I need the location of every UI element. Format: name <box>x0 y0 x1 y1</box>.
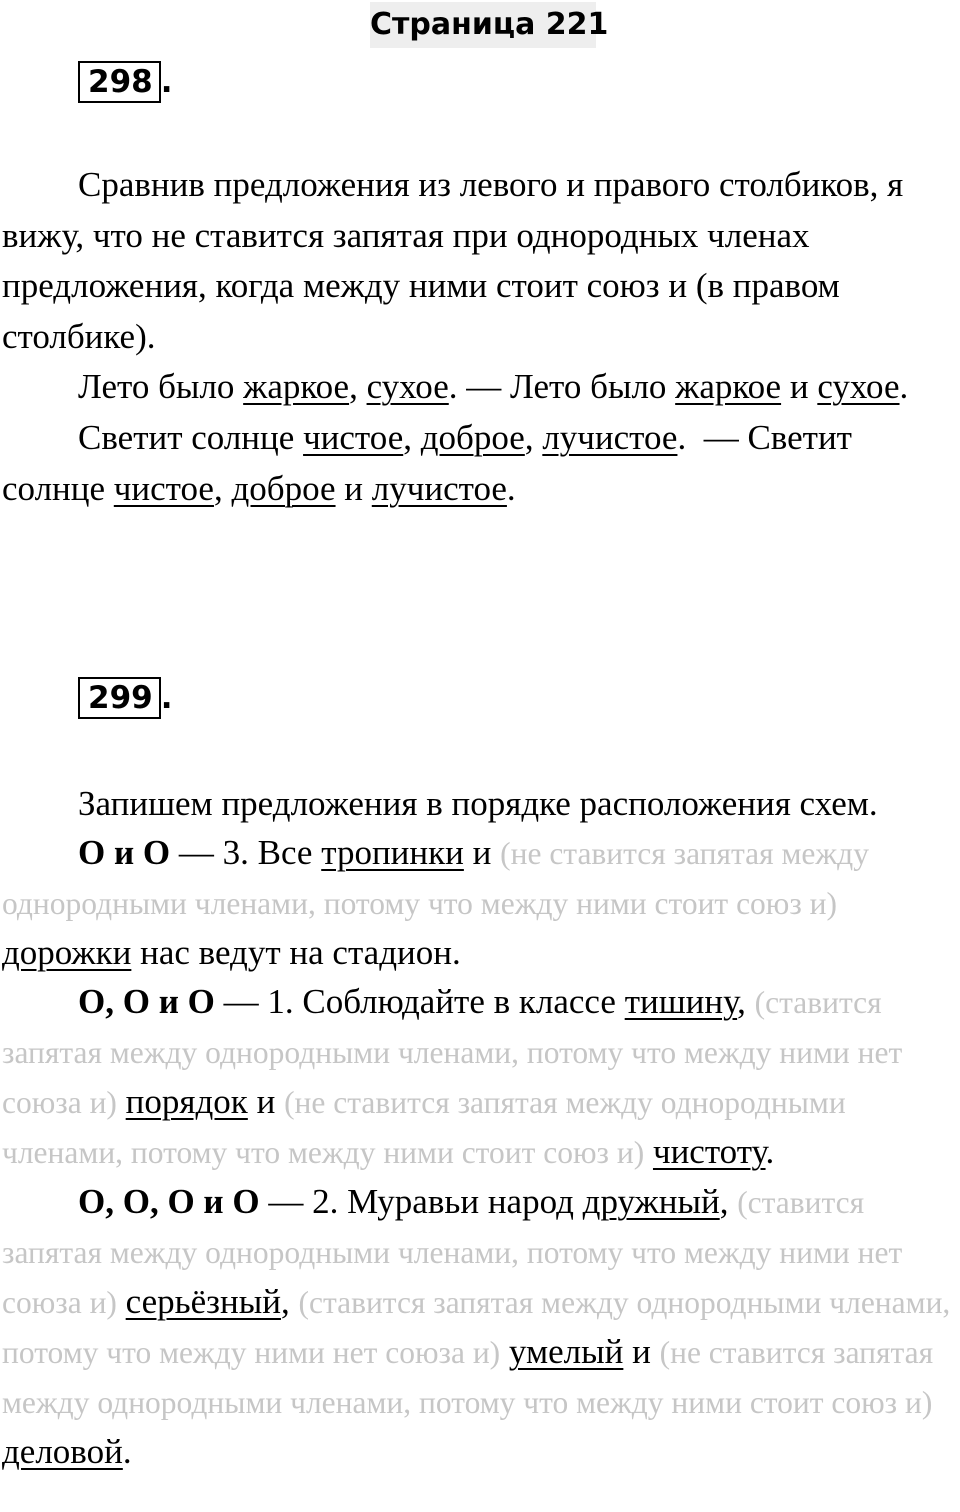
underlined-word: лучистое <box>371 468 507 508</box>
ex298-sentence-pair-1: Лето было жаркое, сухое. — Лето было жаркое и сухое. <box>78 367 909 407</box>
underlined-word: тропинки <box>321 833 464 872</box>
underlined-word: доброе <box>420 417 525 457</box>
explanation-note: (не ставится запятая между однородными членами, потому что между ними стоит союз и) <box>2 836 869 921</box>
underlined-word: чистоту <box>652 1132 766 1171</box>
underlined-word: жаркое <box>243 367 350 407</box>
underlined-word: чистое <box>113 468 214 508</box>
explanation-note: (не ставится запятая между однородными членами, потому что между ними стоит союз и) <box>2 1335 934 1420</box>
ex299-item-2: О, О и О — 1. Соблюдайте в классе тишину, (ставится запятая между однородными членами, потому что между ними нет союза и) порядок и (не ставится запятая между однородными членами, потому что между ними стоит союз и) чистоту. <box>2 982 903 1171</box>
ex299-item-1: О и О — 3. Все тропинки и (не ставится запятая между однородными членами, потому что между ними стоит союз и) дорожки нас ведут на стадион. <box>2 833 869 972</box>
underlined-word: доброе <box>231 468 336 508</box>
page-title: Страница 221 <box>370 2 596 48</box>
ex299-intro: Запишем предложения в порядке расположения схем. <box>78 784 878 823</box>
scheme-label: О и О <box>78 833 171 872</box>
ex298-sentence-pair-2: Светит солнце чистое, доброе, лучистое. — Светит солнце чистое, доброе и лучистое. <box>2 417 861 508</box>
explanation-note: (ставится запятая между однородными членами, потому что между ними нет союза и) <box>2 1185 903 1320</box>
explanation-note: (не ставится запятая между однородными членами, потому что между ними стоит союз и) <box>2 1085 846 1170</box>
explanation-note: (ставится запятая между однородными членами, потому что между ними нет союза и) <box>2 1285 951 1370</box>
underlined-word: порядок <box>125 1082 248 1121</box>
exercise-298-number: 298 . <box>78 61 173 103</box>
underlined-word: жаркое <box>675 367 782 407</box>
ex299-item-3: О, О, О и О — 2. Муравьи народ дружный, (ставится запятая между однородными членами, потому что между ними нет союза и) серьёзный, (ставится запятая между однородными членами, потому что между ними нет союза и) умелый и (не ставится запятая между однородными членами, потому что между ними стоит союз и) деловой. <box>2 1182 951 1471</box>
underlined-word: деловой <box>2 1432 123 1471</box>
underlined-word: сухое <box>817 367 900 407</box>
exercise-299-text <box>2 779 954 1476</box>
scheme-label: О, О и О <box>78 982 215 1021</box>
underlined-word: чистое <box>303 417 404 457</box>
exercise-299-number: 299 . <box>78 677 173 719</box>
exercise-number-box: 298 <box>78 61 161 103</box>
underlined-word: умелый <box>508 1332 624 1371</box>
exercise-298-text <box>2 160 954 514</box>
underlined-word: сухое <box>366 367 449 407</box>
underlined-word: дружный <box>582 1182 720 1221</box>
ex298-paragraph-1: Сравнив предложения из левого и правого столбиков, я вижу, что не ставится запятая при однородных членах предложения, когда между ними стоит союз и (в правом столбике). <box>2 165 904 356</box>
underlined-word: лучистое <box>542 417 678 457</box>
underlined-word: тишину <box>624 982 738 1021</box>
explanation-note: (ставится запятая между однородными членами, потому что между ними нет союза и) <box>2 985 903 1120</box>
scheme-label: О, О, О и О <box>78 1182 260 1221</box>
exercise-number-box: 299 <box>78 677 161 719</box>
underlined-word: серьёзный <box>125 1282 281 1321</box>
underlined-word: дорожки <box>2 933 132 972</box>
